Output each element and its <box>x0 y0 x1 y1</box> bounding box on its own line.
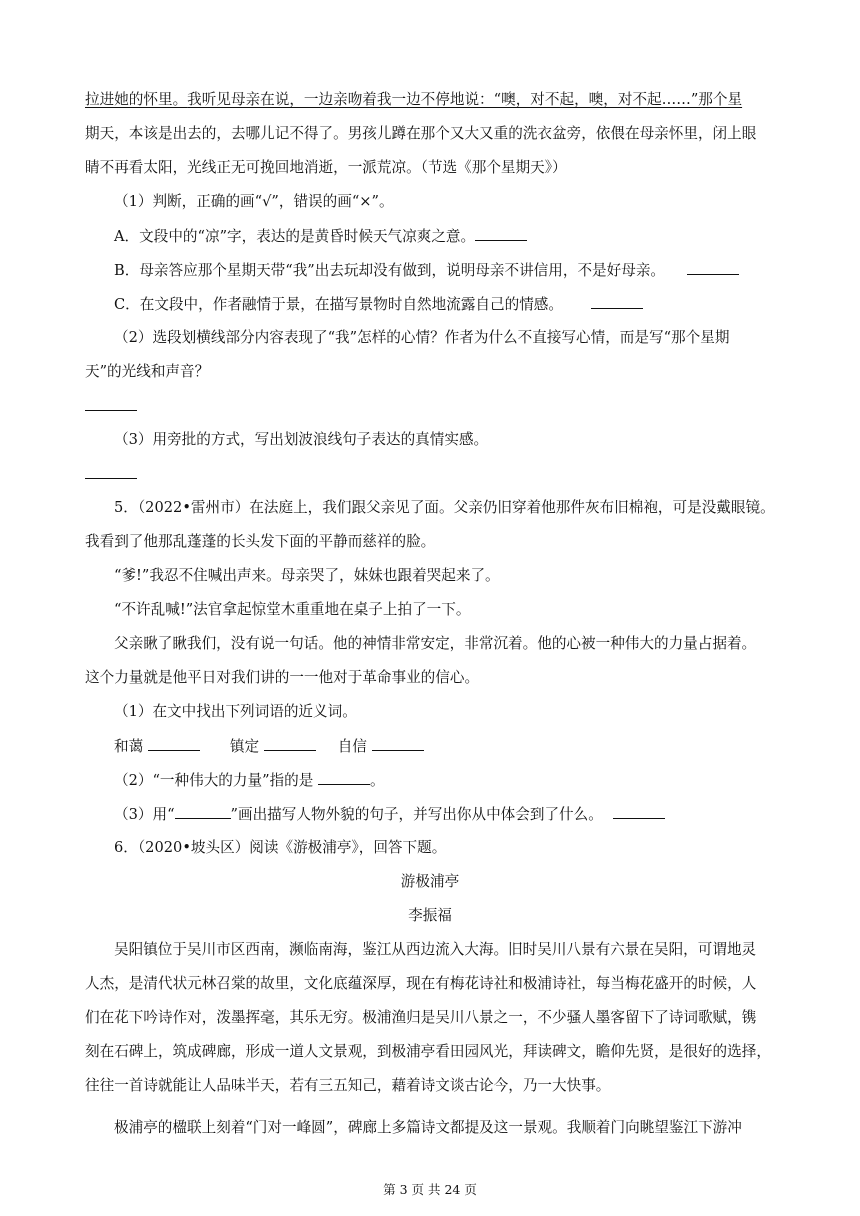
q4-option-a: A．文段中的“凉”字，表达的是黄昏时候天气凉爽之意。 <box>114 226 527 247</box>
q4-option-c: C．在文段中，作者融情于景，在描写景物时自然地流露自己的情感。 <box>114 294 643 315</box>
word-label: 自信 <box>337 738 367 755</box>
q5-passage-line: “爹!”我忍不住喊出声来。母亲哭了，妹妹也跟着哭起来了。 <box>114 567 500 584</box>
answer-blank[interactable] <box>372 736 424 751</box>
q5-synonyms <box>114 736 424 757</box>
q4-sub1: （1）判断，正确的画“√”，错误的画“×”。 <box>114 193 394 210</box>
article-line: 吴阳镇位于吴川市区西南，濒临南海，鉴江从西边流入大海。旧时吴川八景有六景在吴阳，可谓地灵 <box>114 941 757 958</box>
q5-sub2: （2）“一种伟大的力量”指的是 。 <box>114 772 385 789</box>
q4-sub2-answer <box>85 396 137 417</box>
article-line: 极浦亭的楹联上刻着“门对一峰圆”，碑廊上多篇诗文都提及这一景观。我顺着门向眺望鉴江下游冲 <box>114 1119 742 1136</box>
q4-sub2: （2）选段划横线部分内容表现了“我”怎样的心情？作者为什么不直接写心情，而是写“那个星期 <box>114 329 730 346</box>
passage-line: 睛不再看太阳，光线正无可挽回地消逝，一派荒凉。（节选《那个星期天》） <box>85 159 567 176</box>
q4-sub3-answer <box>85 464 137 485</box>
q5-passage-line: 这个力量就是他平日对我们讲的一一他对于革命事业的信心。 <box>85 669 480 686</box>
q5-passage-line: 我看到了他那乱蓬蓬的长头发下面的平静而慈祥的脸。 <box>85 533 436 550</box>
answer-blank[interactable] <box>613 804 665 819</box>
article-line: 往往一首诗就能让人品味半天，若有三五知己，藉着诗文谈古论今，乃一大快事。 <box>85 1077 611 1094</box>
answer-blank[interactable] <box>687 260 739 275</box>
q5-passage-line: 父亲瞅了瞅我们，没有说一句话。他的神情非常安定，非常沉着。他的心被一种伟大的力量占据着。 <box>114 635 757 652</box>
q5-passage-line: “不许乱喊!”法官拿起惊堂木重重地在桌子上拍了一下。 <box>114 601 471 618</box>
word-label: 和蔼 <box>114 738 144 755</box>
q5-header: 5．（2022•雷州市）在法庭上，我们跟父亲见了面。父亲仍旧穿着他那件灰布旧棉袍，可是没戴眼镜。 <box>114 499 775 516</box>
passage-line: 期天，本该是出去的，去哪儿记不得了。男孩儿蹲在那个又大又重的洗衣盆旁，依偎在母亲怀里，闭上眼 <box>85 125 757 142</box>
passage-text: 拉进她的怀里。 <box>85 91 188 108</box>
q5-sub1: （1）在文中找出下列词语的近义词。 <box>114 703 357 720</box>
page-footer: 第 3 页 共 24 页 <box>383 1182 477 1197</box>
answer-blank[interactable] <box>148 736 200 751</box>
answer-blank[interactable] <box>475 226 527 241</box>
answer-blank[interactable] <box>264 736 316 751</box>
article-line: 们在花下吟诗作对，泼墨挥毫，其乐无穷。极浦渔归是吴川八景之一，不少骚人墨客留下了诗词歌赋，镌 <box>85 1009 757 1026</box>
q6-header: 6．（2020•坡头区）阅读《游极浦亭》，回答下题。 <box>114 839 447 856</box>
answer-blank[interactable] <box>85 464 137 479</box>
answer-blank <box>175 804 231 819</box>
q5-sub3: （3）用“ ”画出描写人物外貌的句子，并写出你从中体会到了什么。 <box>114 804 665 825</box>
article-line: 人杰，是清代状元林召棠的故里，文化底蕴深厚，现在有梅花诗社和极浦诗社，每当梅花盛开的时候，人 <box>85 975 757 992</box>
answer-blank[interactable] <box>591 294 643 309</box>
q4-sub3: （3）用旁批的方式，写出划波浪线句子表达的真情实感。 <box>114 431 489 448</box>
answer-blank[interactable] <box>318 770 370 785</box>
answer-blank[interactable] <box>85 396 137 411</box>
underlined-text: 我听见母亲在说，一边亲吻着我一边不停地说：“噢，对不起，噢，对不起……”那个星 <box>187 91 743 108</box>
article-author: 李振福 <box>408 907 452 924</box>
q4-option-b: B．母亲答应那个星期天带“我”出去玩却没有做到，说明母亲不讲信用，不是好母亲。 <box>114 260 739 281</box>
word-label: 镇定 <box>229 738 260 755</box>
article-title: 游极浦亭 <box>400 873 460 890</box>
article-line: 刻在石碑上，筑成碑廊，形成一道人文景观，到极浦亭看田园风光，拜读碑文，瞻仰先贤，是很好的选择， <box>85 1043 771 1060</box>
q4-sub2-cont: 天”的光线和声音？ <box>85 363 210 380</box>
passage-line <box>85 90 742 110</box>
